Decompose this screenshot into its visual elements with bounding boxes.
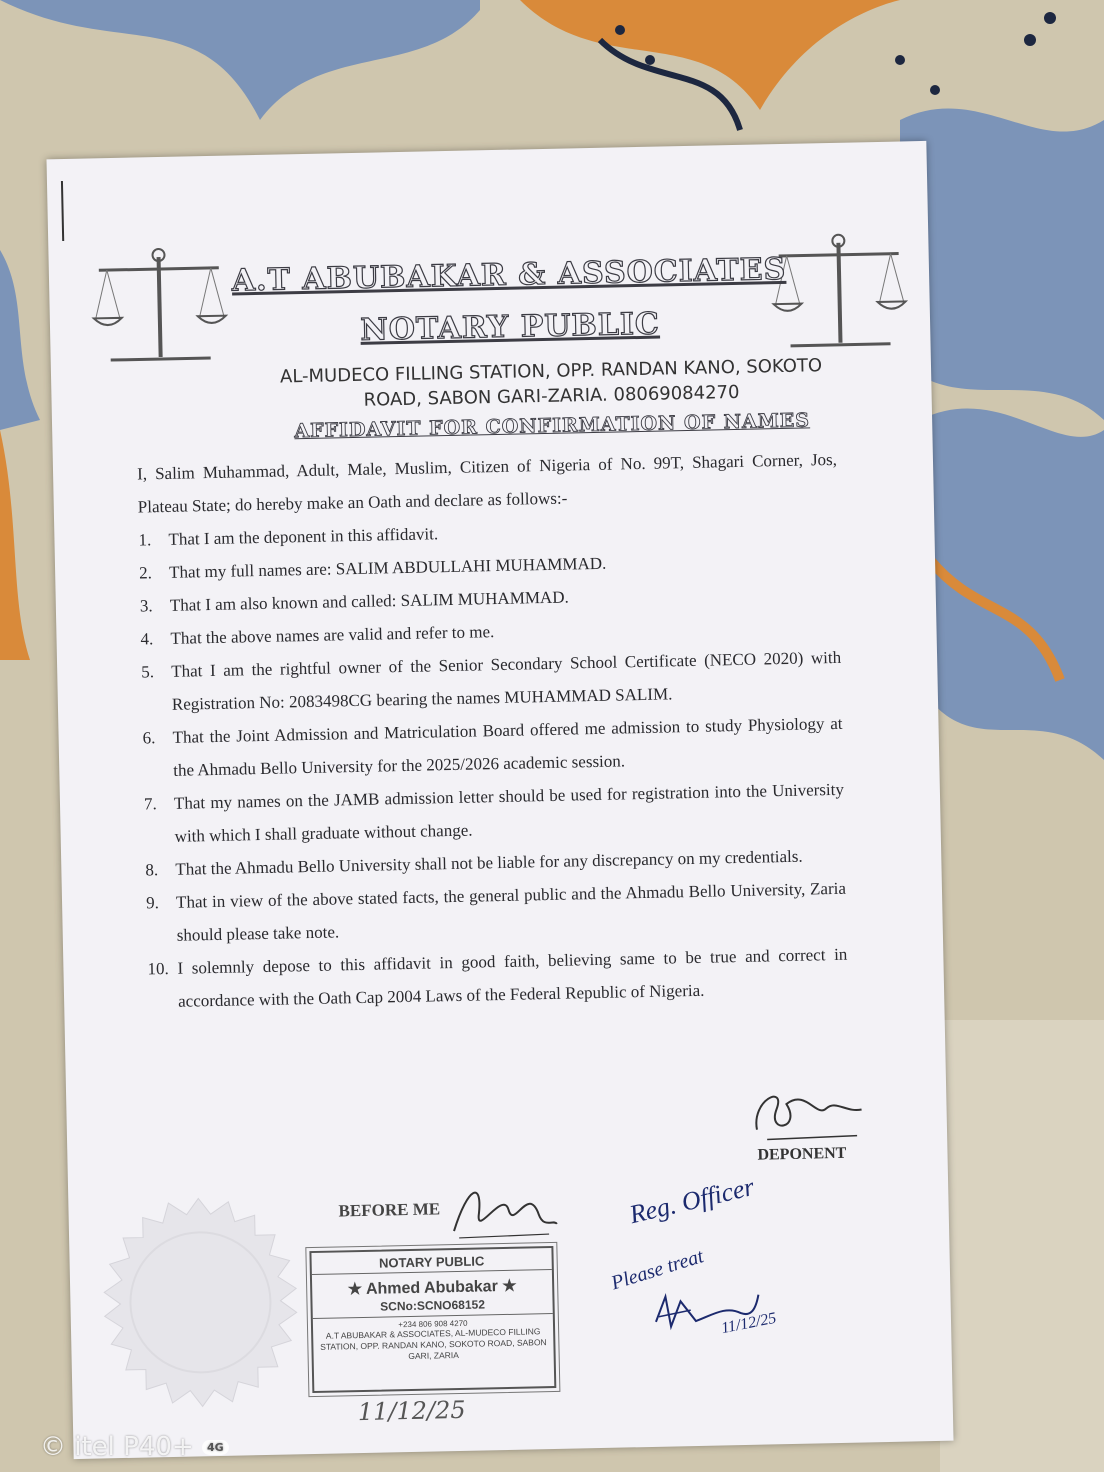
notary-signature xyxy=(448,1174,559,1246)
firm-name: A.T ABUBAKAR & ASSOCIATES xyxy=(231,251,787,299)
clause-text: That in view of the above stated facts, the general public and the Ahmadu Bello University, Zaria should please take note. xyxy=(175,878,847,945)
scales-of-justice-left-icon xyxy=(88,246,230,369)
clause-item xyxy=(147,938,848,1019)
clause-number: 5. xyxy=(141,662,155,682)
handwritten-officer-date: 11/12/25 xyxy=(719,1309,778,1338)
clause-number: 1. xyxy=(138,530,152,550)
star-icon: ★ xyxy=(347,1280,367,1299)
handwritten-please-treat: Please treat xyxy=(608,1245,707,1295)
firm-address xyxy=(201,352,902,417)
copyright-icon: © xyxy=(40,1432,75,1462)
clause-number: 2. xyxy=(138,563,153,583)
clause-number: 7. xyxy=(143,794,157,814)
embossed-seal xyxy=(88,1194,313,1419)
clause-text: That the above names are valid and refer to me. xyxy=(170,622,495,648)
address-line-2: ROAD, SABON GARI-ZARIA. 08069084270 xyxy=(363,381,740,411)
star-icon: ★ xyxy=(497,1277,517,1296)
camera-model-text: itel P40+ xyxy=(74,1432,194,1462)
camera-watermark xyxy=(40,1432,229,1462)
intro-paragraph: I, Salim Muhammad, Adult, Male, Muslim, Citizen of Nigeria of No. 99T, Shagari Corner, Jos, Plateau State; do hereby make an Oath and declare as follows:- xyxy=(136,449,838,517)
clause-number: 9. xyxy=(145,893,160,913)
clause-number: 10. xyxy=(147,958,169,979)
margin-pen-mark xyxy=(61,181,64,241)
clause-text: That the Ahmadu Bello University shall not be liable for any discrepancy on my credentials. xyxy=(175,846,803,879)
clause-text: That I am the deponent in this affidavit. xyxy=(168,524,439,549)
deponent-label: DEPONENT xyxy=(757,1144,847,1164)
stamp-scn-number: SCNo:SCNO68152 xyxy=(312,1296,552,1319)
clause-number: 3. xyxy=(139,596,153,616)
notary-stamp xyxy=(309,1246,556,1393)
stamp-phone: +234 806 908 4270 xyxy=(398,1318,468,1330)
affidavit-title: AFFIDAVIT FOR CONFIRMATION OF NAMES xyxy=(294,409,811,443)
before-me-label: BEFORE ME xyxy=(338,1199,441,1221)
stamp-date: 11/12/25 xyxy=(357,1395,466,1427)
clause-text: I solemnly depose to this affidavit in good faith, believing same to be true and correct in accordance with the Oath Cap 2004 Laws of the Federal Republic of Nigeria. xyxy=(177,944,848,1011)
stamp-name-text: Ahmed Abubakar xyxy=(365,1278,499,1298)
clause-number: 4. xyxy=(140,629,154,649)
clause-list xyxy=(138,509,848,1019)
stamp-title: NOTARY PUBLIC xyxy=(312,1252,552,1275)
stamp-address: A.T ABUBAKAR & ASSOCIATES, AL-MUDECO FILLING STATION, OPP. RANDAN KANO, SOKOTO ROAD, SABON GARI, ZARIA xyxy=(320,1326,547,1362)
notary-public-heading: NOTARY PUBLIC xyxy=(360,306,661,348)
clause-text: That my names on the JAMB admission letter should be used for registration into the University with which I shall graduate without change. xyxy=(173,779,845,846)
handwritten-reg-officer: Reg. Officer xyxy=(626,1171,758,1230)
clause-number: 8. xyxy=(145,860,159,880)
clause-text: That I am also known and called: SALIM MUHAMMAD. xyxy=(169,587,569,615)
clause-number: 6. xyxy=(142,728,156,748)
clause-text: That my full names are: SALIM ABDULLAHI MUHAMMAD. xyxy=(168,553,607,582)
deponent-signature xyxy=(746,1077,867,1149)
address-line-1: AL-MUDECO FILLING STATION, OPP. RANDAN KANO, SOKOTO xyxy=(279,355,823,388)
clause-text: That I am the rightful owner of the Senior Secondary School Certificate (NECO 2020) with Registration No: 2083498CG bearing the names MUHAMMAD SALIM. xyxy=(171,647,842,714)
scales-of-justice-right-icon xyxy=(768,231,910,354)
affidavit-document xyxy=(46,141,953,1459)
clause-text: That the Joint Admission and Matriculation Board offered me admission to study Physiology at the Ahmadu Bello University for the 2025/2026 academic session. xyxy=(172,713,843,780)
network-badge: 4G xyxy=(202,1440,229,1455)
